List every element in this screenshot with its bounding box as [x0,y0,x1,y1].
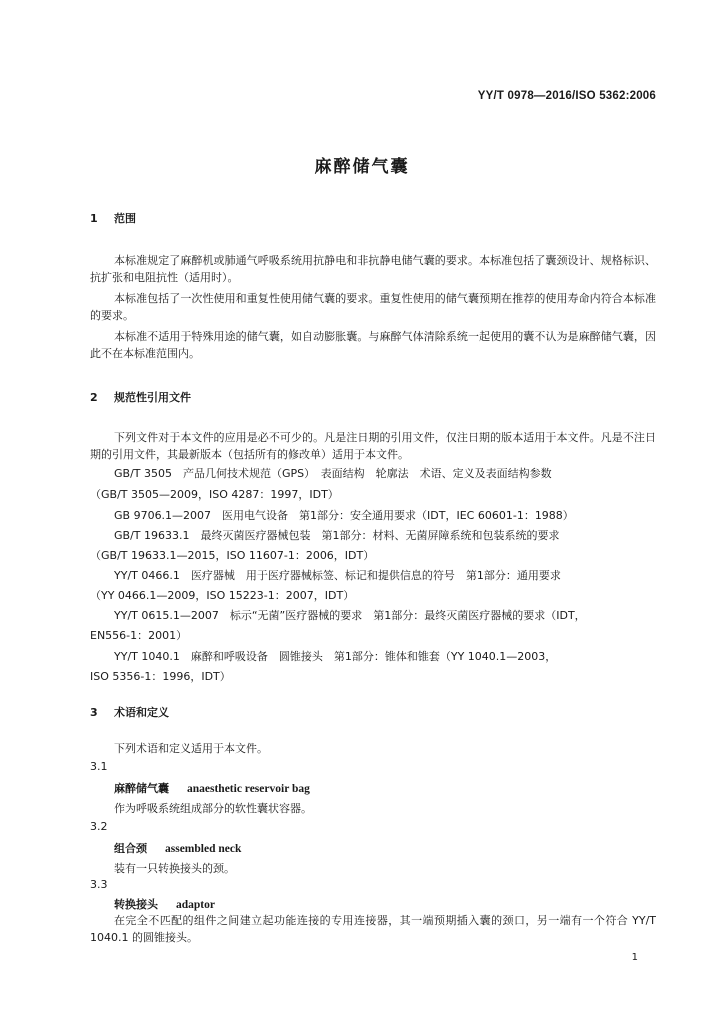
term-chinese: 麻醉储气囊 [114,782,169,795]
term-chinese: 组合颈 [114,842,147,855]
reference-entry-continuation: （YY 0466.1—2009，ISO 15223-1：2007，IDT） [90,589,355,602]
term-number: 3.1 [90,760,108,773]
term-entry [114,896,215,912]
standard-code: YY/T 0978—2016/ISO 5362:2006 [477,90,656,102]
term-definition: 在完全不匹配的组件之间建立起功能连接的专用连接器，其一端预期插入囊的颈口，另一端有一个符合 YY/T 1040.1 的圆锥接头。 [90,914,656,944]
term-english: adaptor [176,899,215,911]
term-english: anaesthetic reservoir bag [187,783,310,795]
term-definition: 作为呼吸系统组成部分的软性囊状容器。 [114,802,312,815]
section-title: 规范性引用文件 [114,391,191,404]
reference-entry: GB/T 3505 产品几何技术规范（GPS） 表面结构 轮廓法 术语、定义及表面结构参数 [114,467,552,480]
term-number: 3.3 [90,878,108,891]
term-number: 3.2 [90,820,108,833]
section-number: 3 [90,706,98,719]
section-1-paragraph-2: 本标准包括了一次性使用和重复性使用储气囊的要求。重复性使用的储气囊预期在推荐的使用寿命内符合本标准的要求。 [90,292,656,322]
section-3-intro: 下列术语和定义适用于本文件。 [114,742,268,755]
section-1-paragraph-1: 本标准规定了麻醉机或肺通气呼吸系统用抗静电和非抗静电储气囊的要求。本标准包括了囊颈设计、规格标识、抗扩张和电阻抗性（适用时）。 [90,254,656,284]
reference-entry: GB/T 19633.1 最终灭菌医疗器械包装 第1部分：材料、无菌屏障系统和包装系统的要求 [114,529,560,542]
section-title: 术语和定义 [114,706,169,719]
reference-entry-continuation: （GB/T 3505—2009，ISO 4287：1997，IDT） [90,488,339,501]
term-entry [114,780,310,796]
term-entry [114,840,241,856]
term-definition: 装有一只转换接头的颈。 [114,862,235,875]
section-number: 2 [90,391,98,404]
reference-entry-continuation: EN556-1：2001） [90,629,188,642]
page-title: 麻醉储气囊 [314,157,410,177]
reference-entry: YY/T 0466.1 医疗器械 用于医疗器械标签、标记和提供信息的符号 第1部分：通用要求 [114,569,561,582]
reference-entry: YY/T 0615.1—2007 标示“无菌”医疗器械的要求 第1部分：最终灭菌医疗器械的要求（IDT， [114,609,586,622]
section-1-paragraph-3: 本标准不适用于特殊用途的储气囊，如自动膨胀囊。与麻醉气体清除系统一起使用的囊不认为是麻醉储气囊，因此不在本标准范围内。 [90,330,656,360]
section-2-intro: 下列文件对于本文件的应用是必不可少的。凡是注日期的引用文件，仅注日期的版本适用于本文件。凡是不注日期的引用文件，其最新版本（包括所有的修改单）适用于本文件。 [90,431,656,461]
term-english: assembled neck [165,843,242,855]
section-title: 范围 [114,212,136,225]
section-1-heading [90,210,136,226]
page-number: 1 [631,952,638,963]
term-chinese: 转换接头 [114,898,158,911]
reference-entry: YY/T 1040.1 麻醉和呼吸设备 圆锥接头 第1部分：锥体和锥套（YY 1040.1—2003， [114,650,557,663]
reference-entry-continuation: （GB/T 19633.1—2015，ISO 11607-1：2006，IDT） [90,549,375,562]
section-3-heading [90,704,169,720]
reference-entry-continuation: ISO 5356-1：1996，IDT） [90,670,231,683]
reference-entry: GB 9706.1—2007 医用电气设备 第1部分：安全通用要求（IDT，IEC 60601-1：1988） [114,509,574,522]
section-number: 1 [90,212,98,225]
section-2-heading [90,389,191,405]
